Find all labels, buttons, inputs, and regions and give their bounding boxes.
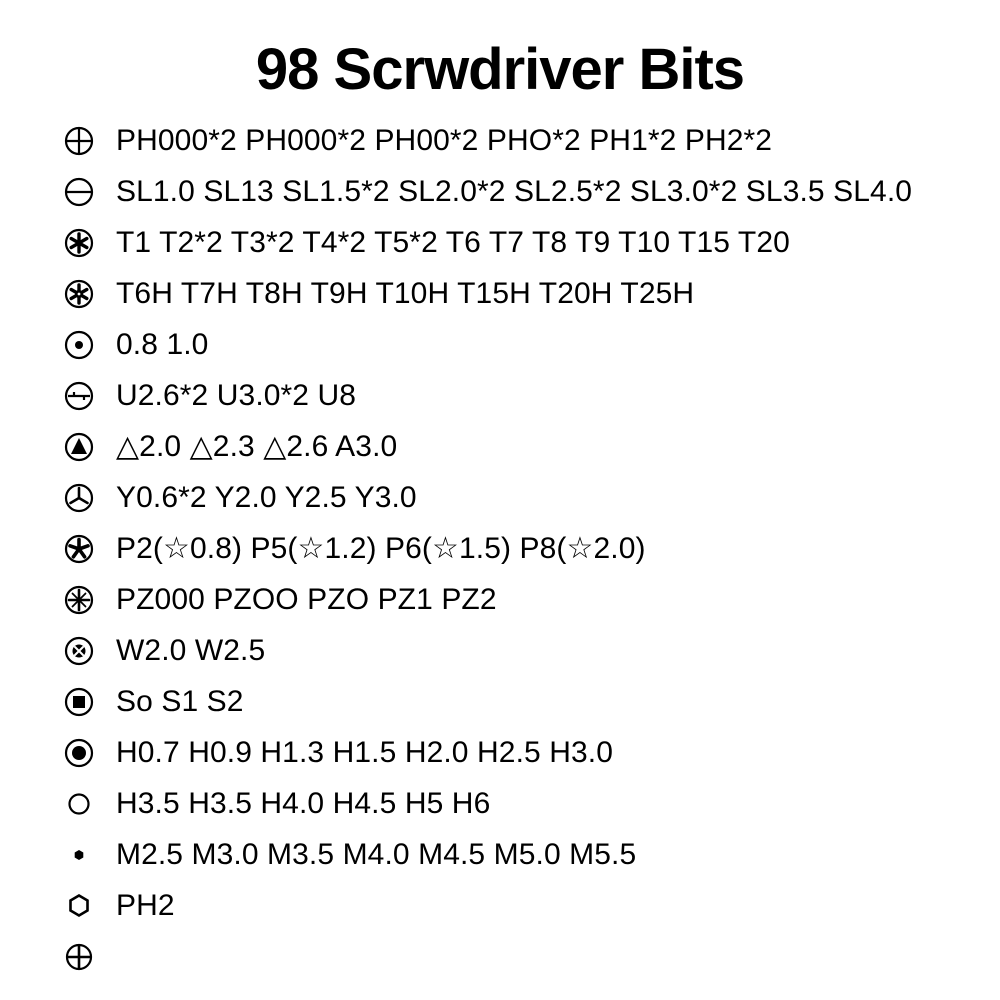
torx-security-star-circle-icon xyxy=(62,277,116,311)
list-item-label: T1 T2*2 T3*2 T4*2 T5*2 T6 T7 T8 T9 T10 T15 T20 xyxy=(116,226,790,260)
list-item xyxy=(62,218,980,269)
dot-circle-icon xyxy=(62,328,116,362)
list-item xyxy=(62,881,980,932)
phillips-cross-circle-icon xyxy=(62,124,116,158)
list-item xyxy=(62,830,980,881)
spanner-circle-icon xyxy=(62,634,116,668)
list-item xyxy=(62,116,980,167)
list-item-label: T6H T7H T8H T9H T10H T15H T20H T25H xyxy=(116,277,695,311)
list-item xyxy=(62,473,980,524)
torx-star-circle-icon xyxy=(62,226,116,260)
list-item-label: PZ000 PZOO PZO PZ1 PZ2 xyxy=(116,583,497,617)
list-item-label: H3.5 H3.5 H4.0 H4.5 H5 H6 xyxy=(116,787,491,821)
small-hex-filled-icon xyxy=(62,838,116,872)
list-item-label: PH000*2 PH000*2 PH00*2 PHO*2 PH1*2 PH2*2 xyxy=(116,124,773,158)
round-filled-circle-icon xyxy=(62,736,116,770)
list-item-label: △2.0 △2.3 △2.6 A3.0 xyxy=(116,430,398,464)
list-item xyxy=(62,932,980,983)
list-item xyxy=(62,167,980,218)
list-item xyxy=(62,422,980,473)
list-item xyxy=(62,626,980,677)
list-item-label: H0.7 H0.9 H1.3 H1.5 H2.0 H2.5 H3.0 xyxy=(116,736,613,770)
list-item xyxy=(62,728,980,779)
list-item-label: U2.6*2 U3.0*2 U8 xyxy=(116,379,357,413)
phillips-cross-circle-icon xyxy=(62,940,116,974)
page-title: 98 Scrwdriver Bits xyxy=(255,37,745,102)
hex-outline-icon xyxy=(62,889,116,923)
list-item-label: Y0.6*2 Y2.0 Y2.5 Y3.0 xyxy=(116,481,417,515)
list-item-label: P2(☆0.8) P5(☆1.2) P6(☆1.5) P8(☆2.0) xyxy=(116,532,646,566)
list-item xyxy=(62,524,980,575)
list-item-label: W2.0 W2.5 xyxy=(116,634,266,668)
open-circle-icon xyxy=(62,787,116,821)
list-item xyxy=(62,779,980,830)
list-item-label: 0.8 1.0 xyxy=(116,328,209,362)
square-circle-icon xyxy=(62,685,116,719)
u-slot-circle-icon xyxy=(62,379,116,413)
pentalobe-star-circle-icon xyxy=(62,532,116,566)
tri-wing-circle-icon xyxy=(62,481,116,515)
triangle-circle-icon xyxy=(62,430,116,464)
list-item xyxy=(62,371,980,422)
list-item-label: M2.5 M3.0 M3.5 M4.0 M4.5 M5.0 M5.5 xyxy=(116,838,637,872)
pozidriv-circle-icon xyxy=(62,583,116,617)
list-item xyxy=(62,269,980,320)
list-item-label: PH2 xyxy=(116,889,175,923)
list-item xyxy=(62,575,980,626)
bit-row-list xyxy=(20,116,980,983)
list-item-label: So S1 S2 xyxy=(116,685,244,719)
list-item xyxy=(62,677,980,728)
list-item xyxy=(62,320,980,371)
list-item-label: SL1.0 SL13 SL1.5*2 SL2.0*2 SL2.5*2 SL3.0*2 SL3.5 SL4.0 xyxy=(116,175,913,209)
slotted-flat-circle-icon xyxy=(62,175,116,209)
